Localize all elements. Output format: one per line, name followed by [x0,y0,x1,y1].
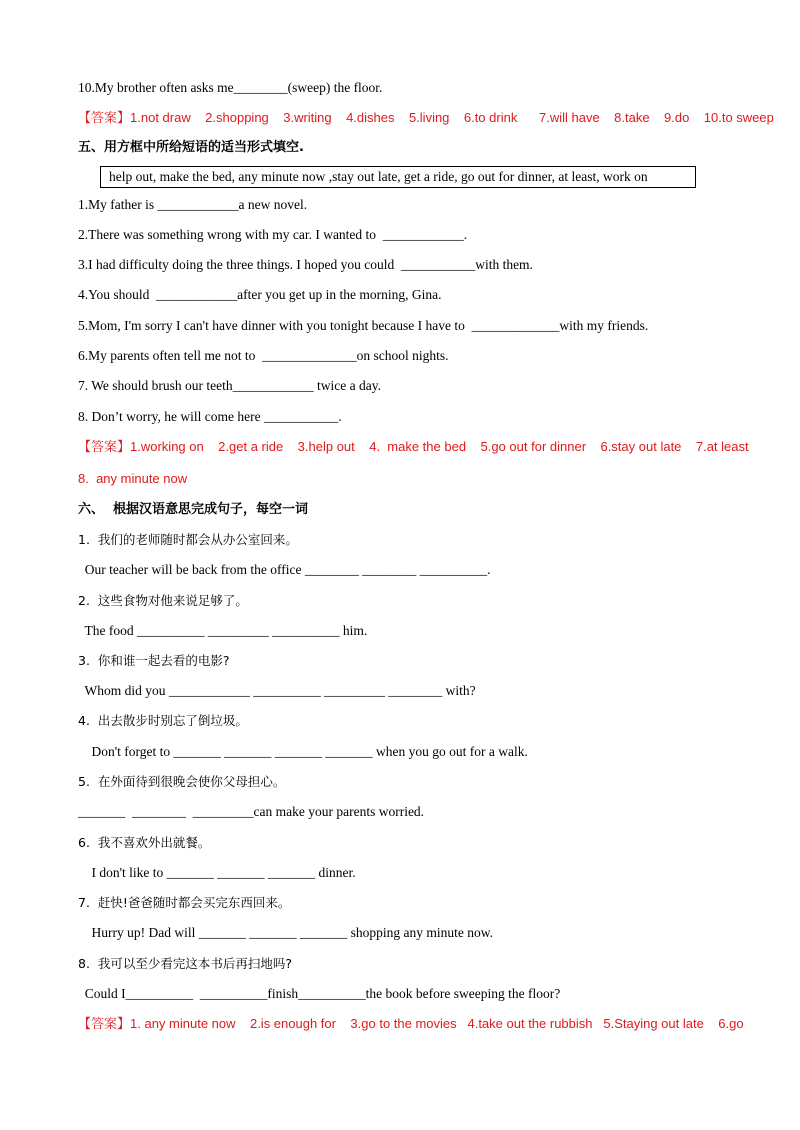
question-item: 2.There was something wrong with my car. I wanted to ____________. [78,227,468,242]
answer-block-4 [78,109,774,127]
question-item: 3.I had difficulty doing the three things. I hoped you could ___________with them. [78,257,533,272]
chinese-prompt: 6. 我不喜欢外出就餐。 [78,835,211,850]
answer-label: 【答案】 [78,110,131,125]
english-sentence: Could I__________ __________finish__________the book before sweeping the floor? [78,986,561,1001]
answer-text: 1.not draw 2.shopping 3.writing 4.dishes 5.living 6.to drink 7.will have 8.take 9.do 10.to sweep [130,110,774,125]
question-10: 10.My brother often asks me________(sweep) the floor. [78,80,383,95]
chinese-prompt: 3. 你和谁一起去看的电影? [78,653,230,668]
question-item: 8. Don’t worry, he will come here ___________. [78,409,342,424]
answer-block-5 [78,438,749,456]
english-sentence: Don't forget to _______ _______ _______ _______ when you go out for a walk. [78,744,528,759]
question-item: 4.You should ____________after you get up in the morning, Gina. [78,287,442,302]
english-sentence: Our teacher will be back from the office ________ ________ __________. [78,562,491,577]
english-sentence: Whom did you ____________ __________ _________ ________ with? [78,683,476,698]
chinese-prompt: 5. 在外面待到很晚会使你父母担心。 [78,774,286,789]
english-sentence: The food __________ _________ __________ him. [78,623,368,638]
phrase-list: help out, make the bed, any minute now ,stay out late, get a ride, go out for dinner, at least, work on [109,169,648,184]
answer-label: 【答案】 [78,439,131,454]
phrase-box [100,166,696,188]
question-item: 5.Mom, I'm sorry I can't have dinner with you tonight because I have to _____________with my friends. [78,318,649,333]
chinese-prompt: 2. 这些食物对他来说足够了。 [78,593,248,608]
chinese-prompt: 7. 赶快!爸爸随时都会买完东西回来。 [78,895,291,910]
answer-text: 1.working on 2.get a ride 3.help out 4. make the bed 5.go out for dinner 6.stay out late 7.at least [130,439,749,454]
chinese-prompt: 8. 我可以至少看完这本书后再扫地吗? [78,956,293,971]
answer-label: 【答案】 [78,1016,131,1031]
question-item: 1.My father is ____________a new novel. [78,197,308,212]
chinese-prompt: 1. 我们的老师随时都会从办公室回来。 [78,532,298,547]
section-5-title: 五、用方框中所给短语的适当形式填空. [78,140,304,155]
english-sentence: _______ ________ _________can make your parents worried. [78,804,425,819]
question-item: 7. We should brush our teeth____________ twice a day. [78,378,381,393]
chinese-prompt: 4. 出去散步时别忘了倒垃圾。 [78,713,248,728]
english-sentence: I don't like to _______ _______ _______ dinner. [78,865,356,880]
answer-block-6 [78,1015,744,1033]
answer-text: 1. any minute now 2.is enough for 3.go to the movies 4.take out the rubbish 5.Staying out late 6.go [130,1016,744,1031]
english-sentence: Hurry up! Dad will _______ _______ _______ shopping any minute now. [78,925,493,940]
section-6-title: 六、 根据汉语意思完成句子，每空一词 [78,502,309,517]
answer-text-continued: 8. any minute now [78,471,188,486]
question-item: 6.My parents often tell me not to ______________on school nights. [78,348,449,363]
